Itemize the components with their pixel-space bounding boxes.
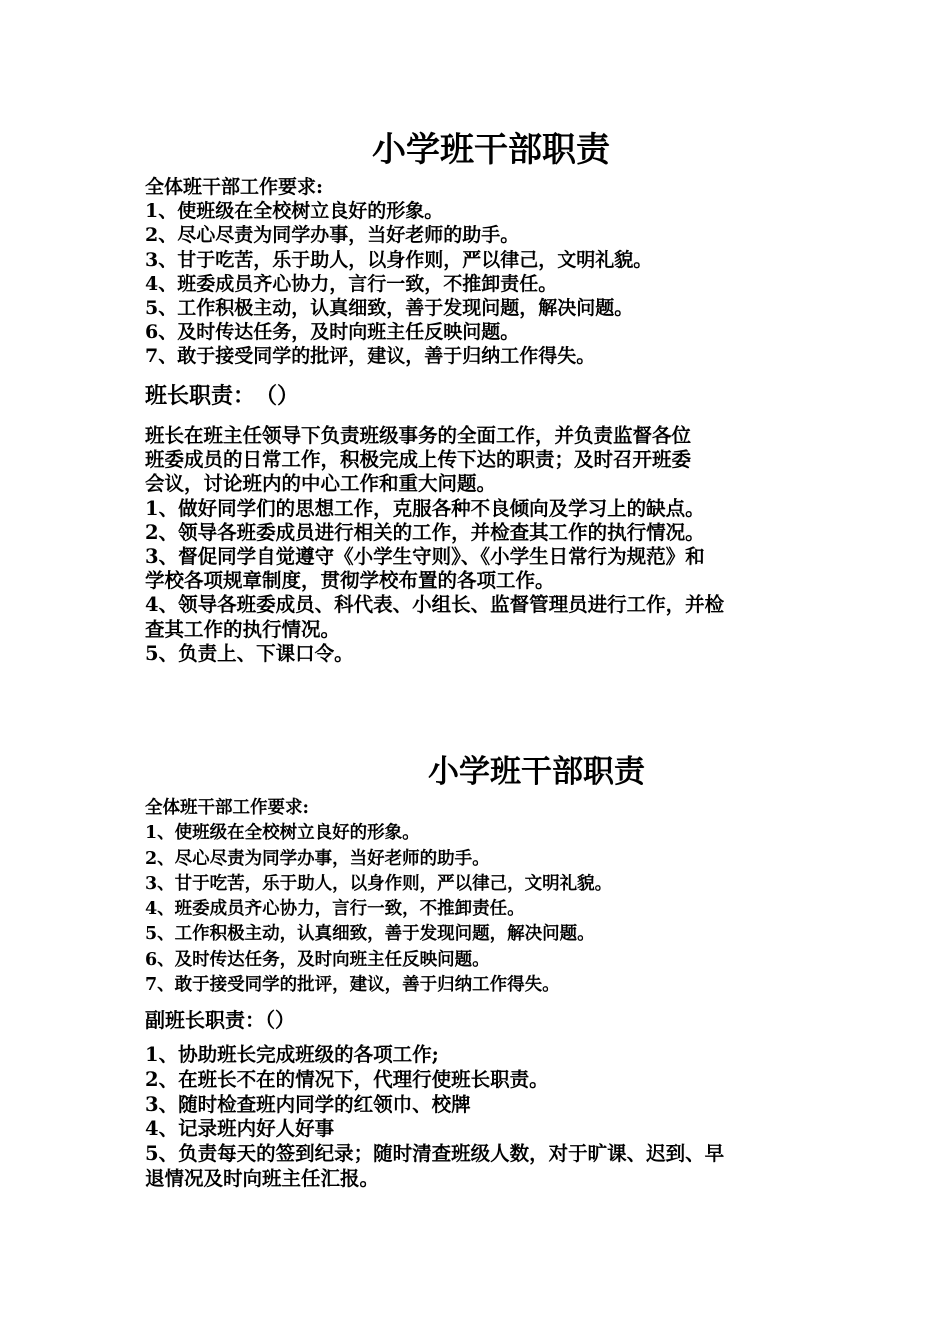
role-heading: 班长职责： （）	[145, 384, 300, 409]
requirement-item: 5、工作积极主动，认真细致，善于发现问题，解决问题。	[145, 297, 634, 320]
requirement-item: 7、敢于接受同学的批评，建议，善于归纳工作得失。	[145, 345, 596, 368]
duty-line: 会议，讨论班内的中心工作和重大问题。	[145, 472, 497, 496]
requirements-heading: 全体班干部工作要求:	[145, 176, 324, 198]
requirement-item: 2、尽心尽责为同学办事，当好老师的助手。	[145, 224, 520, 247]
requirement-item: 2、尽心尽责为同学办事，当好老师的助手。	[145, 848, 490, 869]
requirement-item: 3、甘于吃苦，乐于助人，以身作则，严以律己，文明礼貌。	[145, 873, 613, 894]
duty-line: 4、领导各班委成员、科代表、小组长、监督管理员进行工作，并检	[145, 593, 725, 617]
role-duties	[145, 424, 815, 666]
document-title: 小学班干部职责	[372, 130, 610, 170]
duty-line: 1、做好同学们的思想工作，克服各种不良倾向及学习上的缺点。	[145, 496, 705, 520]
duty-line: 5、负责上、下课口令。	[145, 641, 354, 665]
duty-line: 3、随时检查班内同学的红领巾、校牌	[145, 1092, 471, 1116]
requirement-item: 7、敢于接受同学的批评，建议，善于归纳工作得失。	[145, 975, 560, 996]
general-requirements	[145, 796, 845, 998]
general-requirements	[145, 175, 845, 369]
requirement-item: 4、班委成员齐心协力，言行一致，不推卸责任。	[145, 899, 525, 920]
duty-line: 5、负责每天的签到纪录；随时清查班级人数，对于旷课、迟到、早	[145, 1142, 725, 1166]
duty-line: 2、在班长不在的情况下，代理行使班长职责。	[145, 1067, 549, 1091]
role-duties	[145, 1043, 815, 1192]
requirement-item: 6、及时传达任务，及时向班主任反映问题。	[145, 321, 520, 344]
duty-line: 班委成员的日常工作，积极完成上传下达的职责；及时召开班委	[145, 448, 692, 472]
duty-line: 退情况及时向班主任汇报。	[145, 1166, 380, 1190]
duty-line: 4、记录班内好人好事	[145, 1117, 335, 1141]
document-title: 小学班干部职责	[428, 754, 645, 790]
duty-line: 查其工作的执行情况。	[145, 617, 341, 641]
duty-line: 班长在班主任领导下负责班级事务的全面工作，并负责监督各位	[145, 424, 692, 447]
requirement-item: 1、使班级在全校树立良好的形象。	[145, 823, 420, 844]
requirement-item: 1、使班级在全校树立良好的形象。	[145, 200, 444, 223]
requirement-item: 3、甘于吃苦，乐于助人，以身作则，严以律己，文明礼貌。	[145, 248, 653, 271]
requirement-item: 4、班委成员齐心协力，言行一致，不推卸责任。	[145, 272, 558, 295]
duty-line: 1、协助班长完成班级的各项工作;	[145, 1043, 439, 1066]
duty-line: 3、督促同学自觉遵守《小学生守则》、《小学生日常行为规范》和	[145, 545, 705, 569]
role-heading: 副班长职责：（）	[145, 1008, 295, 1032]
duty-line: 2、领导各班委成员进行相关的工作，并检查其工作的执行情况。	[145, 520, 705, 544]
requirements-heading: 全体班干部工作要求:	[145, 798, 309, 818]
requirement-item: 5、工作积极主动，认真细致，善于发现问题，解决问题。	[145, 924, 595, 945]
requirement-item: 6、及时传达任务，及时向班主任反映问题。	[145, 949, 490, 970]
duty-line: 学校各项规章制度，贯彻学校布置的各项工作。	[145, 569, 555, 593]
